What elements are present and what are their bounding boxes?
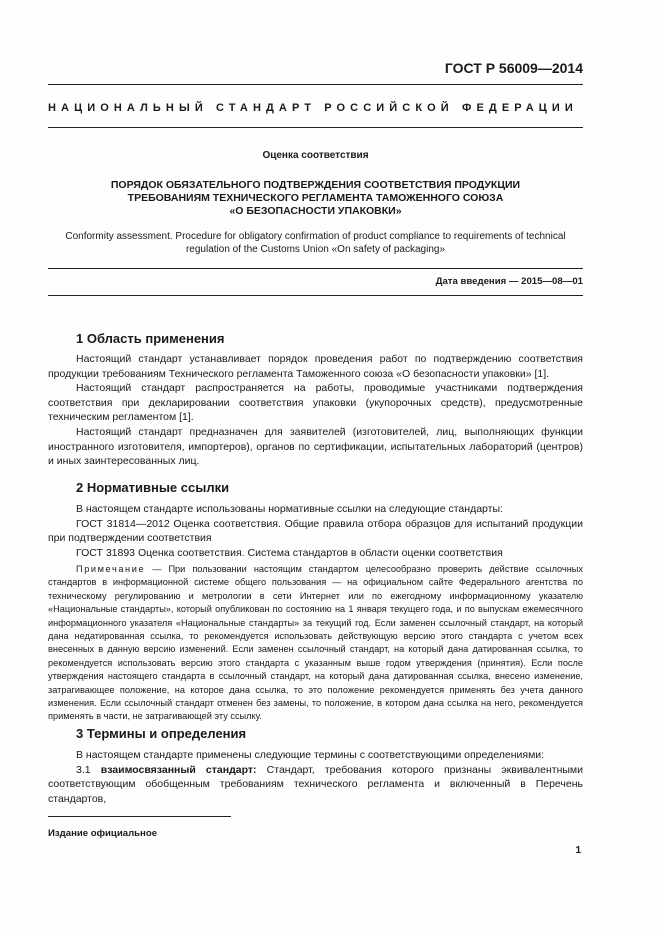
note-text: — При пользовании настоящим стандартом целесообразно проверить действие ссылочных стандартов в информационной системе общего пользования — на официальном сайте Федерального агентства по техническому регулированию и метрологии в сети Интернет или по ежегодному информационному указателю «Национальные стандарты», который опубликован по состоянию на 1 января текущего года, и по выпускам ежемесячного информационного указателя «Национальные стандарты» за текущий год. Если заменен ссылочный стандарт, на который дана недатированная ссылка, то рекомендуется использовать действующую версию этого стандарта с учетом всех внесенных в данную версию изменений. Если заменен ссылочный стандарт, на который дана датированная ссылка, то рекомендуется использовать версию этого стандарта с указанным выше годом утверждения (принятия). Если после утверждения настоящего стандарта в ссылочный стандарт, на который дана датированная ссылка, внесено изменение, затрагивающее положение, на которое дана ссылка, то это положение рекомендуется применять без учета данного изменения. Если ссылочный стандарт отменен без замены, то положение, в котором дана ссылка на него, рекомендуется применять в части, не затрагивающей эту ссылку.: [48, 564, 583, 722]
note-paragraph: [48, 563, 583, 724]
section-body: [48, 352, 583, 469]
section-body: [48, 502, 583, 560]
note-label: Примечание: [76, 564, 146, 574]
section-heading: 2 Нормативные ссылки: [76, 480, 230, 495]
term-name: взаимосвязанный стандарт:: [100, 763, 257, 776]
title-line: ТРЕБОВАНИЯМ ТЕХНИЧЕСКОГО РЕГЛАМЕНТА ТАМОЖЕННОГО СОЮЗА: [127, 192, 504, 204]
english-title-line: regulation of the Customs Union «On safety of packaging»: [185, 244, 446, 255]
english-title: [48, 230, 583, 256]
title-line: ПОРЯДОК ОБЯЗАТЕЛЬНОГО ПОДТВЕРЖДЕНИЯ СООТВЕТСТВИЯ ПРОДУКЦИИ: [110, 179, 521, 191]
date-divider: [48, 295, 583, 296]
header-divider: [48, 84, 583, 85]
national-standard-heading: НАЦИОНАЛЬНЫЙ СТАНДАРТ РОССИЙСКОЙ ФЕДЕРАЦИИ: [48, 102, 578, 114]
page-number: 1: [575, 845, 581, 856]
paragraph: ГОСТ 31814—2012 Оценка соответствия. Общие правила отбора образцов для испытаний продукции при подтверждении соответствия: [48, 517, 583, 545]
section-heading: 3 Термины и определения: [76, 726, 247, 741]
paragraph: Настоящий стандарт устанавливает порядок проведения работ по подтверждению соответствия продукции требованиям Технического регламента Таможенного союза «О безопасности упаковки» [1].: [48, 353, 583, 380]
official-edition-label: Издание официальное: [48, 828, 158, 839]
title-line: «О БЕЗОПАСНОСТИ УПАКОВКИ»: [229, 205, 402, 217]
title-divider: [48, 268, 583, 269]
term-number: 3.1: [76, 763, 101, 776]
paragraph: Настоящий стандарт предназначен для заявителей (изготовителей, лиц, выполняющих функции иностранного изготовителя, импортеров), органов по сертификации, испытательных лабораторий (центров) и иных заинтересованных лиц.: [48, 425, 583, 468]
document-title: [48, 179, 583, 218]
term-paragraph: [48, 763, 583, 807]
paragraph: В настоящем стандарте использованы нормативные ссылки на следующие стандарты:: [76, 503, 503, 515]
english-title-line: Conformity assessment. Procedure for obligatory confirmation of product compliance to requirements of technical: [65, 231, 566, 242]
paragraph: ГОСТ 31893 Оценка соответствия. Система стандартов в области оценки соответствия: [76, 546, 503, 559]
section-body: [48, 748, 583, 806]
document-number: ГОСТ Р 56009—2014: [444, 60, 583, 76]
footer-divider: [48, 816, 231, 817]
document-subtitle: Оценка соответствия: [262, 150, 369, 161]
heading-divider: [48, 127, 583, 128]
introduction-date: Дата введения — 2015—08—01: [435, 276, 583, 287]
paragraph: Настоящий стандарт распространяется на работы, проводимые участниками подтверждения соответствия при декларировании соответствия упаковки (укупорочных средств), предусмотренные техническим регламентом [1].: [48, 382, 583, 424]
paragraph: В настоящем стандарте применены следующие термины с соответствующими определениями:: [76, 749, 545, 761]
term-definition: Стандарт, требования которого признаны эквивалентными соответствующим обобщенным требованиям технического регламента и включенный в Перечень стандартов,: [48, 763, 584, 805]
note-block: [48, 563, 583, 724]
section-heading: 1 Область применения: [76, 331, 225, 346]
